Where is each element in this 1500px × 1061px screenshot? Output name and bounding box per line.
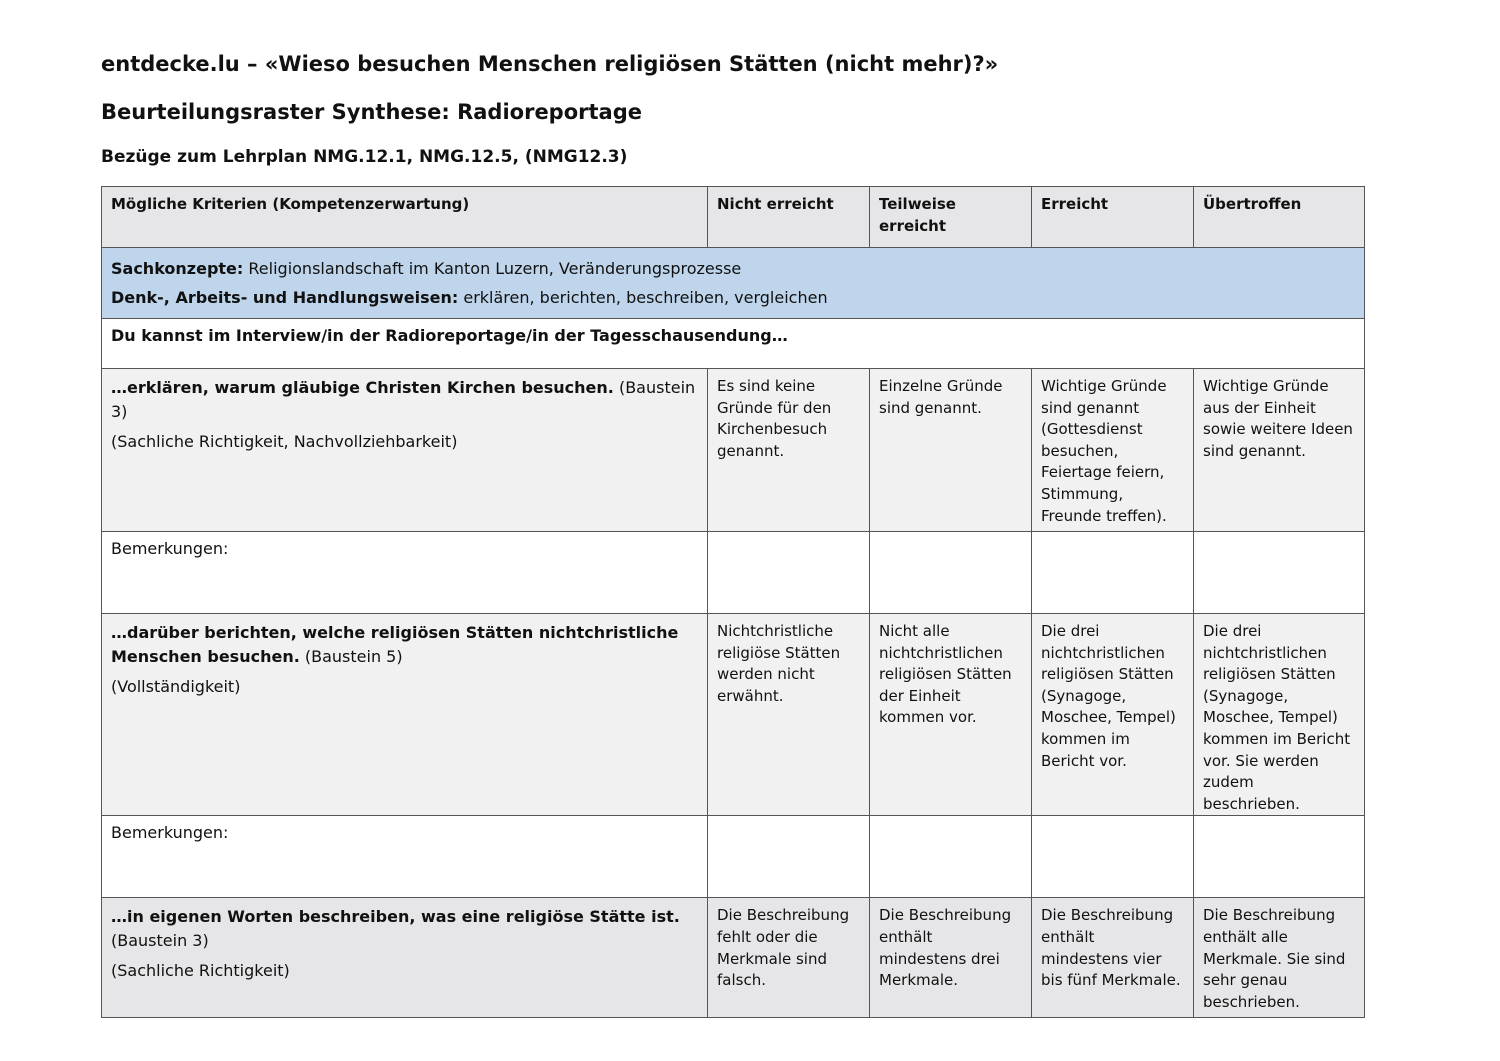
header-row bbox=[102, 187, 1365, 248]
column-header-partially-achieved: Teilweise erreicht bbox=[870, 187, 1032, 248]
sachkonzepte-text: Religionslandschaft im Kanton Luzern, Veränderungsprozesse bbox=[243, 259, 742, 278]
level-not-achieved: Die Beschreibung fehlt oder die Merkmale sind falsch. bbox=[708, 898, 870, 1018]
criterion-source: (Baustein 3) bbox=[111, 931, 209, 951]
remarks-label: Bemerkungen: bbox=[102, 816, 708, 898]
level-achieved: Die drei nichtchristlichen religiösen Stätten (Synagoge, Moschee, Tempel) kommen im Bericht vor. bbox=[1032, 614, 1194, 816]
level-partially-achieved: Einzelne Gründe sind genannt. bbox=[870, 369, 1032, 532]
level-not-achieved: Es sind keine Gründe für den Kirchenbesuch genannt. bbox=[708, 369, 870, 532]
criterion-row-3 bbox=[102, 898, 1365, 1018]
criterion-source: (Baustein 3) bbox=[111, 378, 696, 421]
remarks-cell bbox=[1194, 532, 1365, 614]
criterion-title: …erklären, warum gläubige Christen Kirchen besuchen. bbox=[111, 378, 614, 397]
level-partially-achieved: Die Beschreibung enthält mindestens drei Merkmale. bbox=[870, 898, 1032, 1018]
curriculum-reference: Bezüge zum Lehrplan NMG.12.1, NMG.12.5, (NMG12.3) bbox=[101, 147, 628, 167]
criterion-row-2 bbox=[102, 614, 1365, 816]
remarks-cell bbox=[1032, 816, 1194, 898]
remarks-row-1 bbox=[102, 532, 1365, 614]
level-exceeded: Die Beschreibung enthält alle Merkmale. Sie sind sehr genau beschrieben. bbox=[1194, 898, 1365, 1018]
level-exceeded: Die drei nichtchristlichen religiösen Stätten (Synagoge, Moschee, Tempel) kommen im Bericht vor. Sie werden zudem beschrieben. bbox=[1194, 614, 1365, 816]
context-row bbox=[102, 248, 1365, 319]
remarks-cell bbox=[870, 816, 1032, 898]
remarks-label: Bemerkungen: bbox=[102, 532, 708, 614]
denkweisen-label: Denk-, Arbeits- und Handlungsweisen: bbox=[111, 288, 459, 307]
criterion-aspect: (Sachliche Richtigkeit, Nachvollziehbarkeit) bbox=[111, 432, 458, 451]
level-partially-achieved: Nicht alle nichtchristlichen religiösen Stätten der Einheit kommen vor. bbox=[870, 614, 1032, 816]
criterion-row-1 bbox=[102, 369, 1365, 532]
context-cell bbox=[102, 248, 1365, 319]
remarks-cell bbox=[1032, 532, 1194, 614]
document-subtitle: Beurteilungsraster Synthese: Radioreportage bbox=[101, 100, 642, 124]
criterion-cell bbox=[102, 369, 708, 532]
criterion-cell bbox=[102, 614, 708, 816]
remarks-cell bbox=[708, 816, 870, 898]
column-header-exceeded: Übertroffen bbox=[1194, 187, 1365, 248]
intro-row bbox=[102, 319, 1365, 369]
column-header-not-achieved: Nicht erreicht bbox=[708, 187, 870, 248]
intro-cell: Du kannst im Interview/in der Radioreportage/in der Tagesschausendung… bbox=[102, 319, 1365, 369]
remarks-cell bbox=[870, 532, 1032, 614]
denkweisen-text: erklären, berichten, beschreiben, vergleichen bbox=[458, 288, 828, 307]
level-not-achieved: Nichtchristliche religiöse Stätten werden nicht erwähnt. bbox=[708, 614, 870, 816]
level-exceeded: Wichtige Gründe aus der Einheit sowie weitere Ideen sind genannt. bbox=[1194, 369, 1365, 532]
sachkonzepte-label: Sachkonzepte: bbox=[111, 259, 244, 278]
level-achieved: Wichtige Gründe sind genannt (Gottesdienst besuchen, Feiertage feiern, Stimmung, Freunde treffen). bbox=[1032, 369, 1194, 532]
document-title: entdecke.lu – «Wieso besuchen Menschen religiösen Stätten (nicht mehr)?» bbox=[101, 52, 999, 76]
remarks-cell bbox=[708, 532, 870, 614]
remarks-cell bbox=[1194, 816, 1365, 898]
column-header-achieved: Erreicht bbox=[1032, 187, 1194, 248]
assessment-grid bbox=[101, 186, 1365, 1018]
column-header-criteria: Mögliche Kriterien (Kompetenzerwartung) bbox=[102, 187, 708, 248]
criterion-aspect: (Sachliche Richtigkeit) bbox=[111, 961, 290, 981]
criterion-title: …in eigenen Worten beschreiben, was eine religiöse Stätte ist. bbox=[111, 907, 680, 927]
criterion-cell bbox=[102, 898, 708, 1018]
criterion-aspect: (Vollständigkeit) bbox=[111, 677, 241, 696]
criterion-title: …darüber berichten, welche religiösen Stätten nichtchristliche Menschen besuchen. bbox=[111, 623, 679, 666]
criterion-source: (Baustein 5) bbox=[299, 647, 403, 666]
level-achieved: Die Beschreibung enthält mindestens vier bis fünf Merkmale. bbox=[1032, 898, 1194, 1018]
remarks-row-2 bbox=[102, 816, 1365, 898]
